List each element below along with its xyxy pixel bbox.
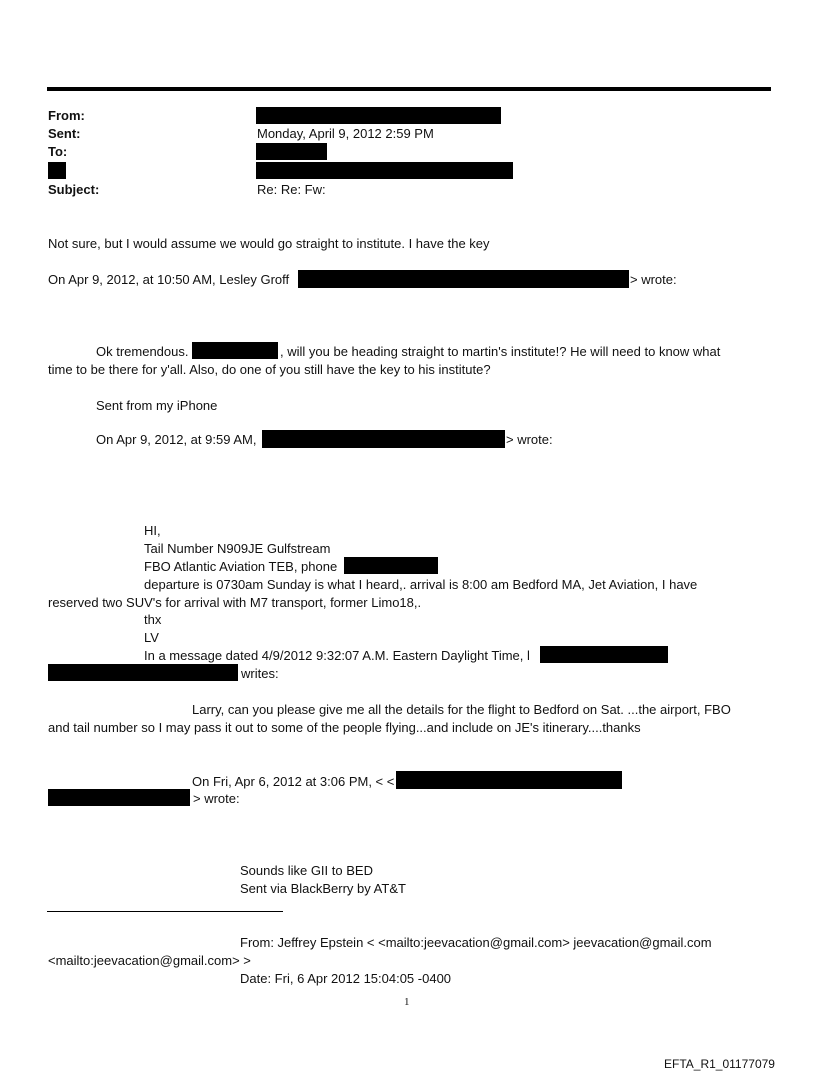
fwd-date: Date: Fri, 6 Apr 2012 15:04:05 -0400 — [240, 971, 452, 986]
redaction-to — [256, 143, 327, 160]
signature-divider — [47, 911, 283, 912]
redaction-cc — [256, 162, 513, 179]
redaction-quote3-email — [396, 771, 622, 789]
fwd-from-cont: <mailto:jeevacation@gmail.com> > — [48, 953, 251, 968]
msg2-tail: Tail Number N909JE Gulfstream — [144, 541, 331, 556]
msg3-line2: and tail number so I may pass it out to some of the people flying...and include on JE's itinerary....thanks — [48, 720, 641, 735]
msg4-line1: Sounds like GII to BED — [240, 863, 373, 878]
redaction-msg1-name — [192, 342, 278, 359]
page-number: 1 — [404, 996, 410, 1008]
msg2-fbo: FBO Atlantic Aviation TEB, phone — [144, 559, 338, 574]
redaction-from — [256, 107, 501, 124]
msg2-dated: In a message dated 4/9/2012 9:32:07 A.M. Eastern Daylight Time, l — [144, 648, 530, 663]
sent-value: Monday, April 9, 2012 2:59 PM — [257, 126, 434, 141]
quote2-suffix: > wrote: — [506, 432, 553, 447]
redaction-quote2-email — [262, 430, 505, 448]
msg2-writes: writes: — [241, 666, 279, 681]
msg1-line2: time to be there for y'all. Also, do one of you still have the key to his institute? — [48, 362, 491, 377]
msg2-lv: LV — [144, 630, 159, 645]
quote3-suffix: > wrote: — [193, 791, 240, 806]
redaction-phone — [344, 557, 438, 574]
quote1-suffix: > wrote: — [630, 272, 677, 287]
reply-text: Not sure, but I would assume we would go straight to institute. I have the key — [48, 236, 490, 251]
quote1-header — [48, 271, 289, 288]
redaction-dated-sender — [540, 646, 668, 663]
redaction-quote1-email — [298, 270, 629, 288]
msg4-line2: Sent via BlackBerry by AT&T — [240, 881, 406, 896]
redaction-writes-sender — [48, 664, 238, 681]
sent-label: Sent: — [48, 126, 81, 141]
msg3-line1: Larry, can you please give me all the details for the flight to Bedford on Sat. ...the airport, FBO — [192, 702, 731, 717]
sent-from-iphone: Sent from my iPhone — [96, 398, 218, 413]
quote3-prefix: On Fri, Apr 6, 2012 at 3:06 PM, < < — [192, 774, 395, 789]
from-label: From: — [48, 108, 85, 123]
quote2-prefix: On Apr 9, 2012, at 9:59 AM, — [96, 432, 257, 447]
msg2-thx: thx — [144, 612, 162, 627]
bates-number: EFTA_R1_01177079 — [664, 1057, 775, 1071]
msg2-reserved: reserved two SUV's for arrival with M7 transport, former Limo18,. — [48, 595, 422, 610]
subject-value: Re: Re: Fw: — [257, 182, 326, 197]
redaction-cc-label — [48, 162, 66, 179]
header-rule — [47, 87, 771, 91]
subject-label: Subject: — [48, 182, 100, 197]
to-label: To: — [48, 144, 68, 159]
quote1-prefix: On Apr 9, 2012, at 10:50 AM, Lesley Groff — [48, 272, 290, 287]
msg1-line1b: , will you be heading straight to martin's institute!? He will need to know what — [280, 344, 721, 359]
redaction-quote3-email2 — [48, 789, 190, 806]
msg1-line1a: Ok tremendous. — [96, 344, 189, 359]
msg2-departure: departure is 0730am Sunday is what I heard,. arrival is 8:00 am Bedford MA, Jet Aviation, I have — [144, 577, 698, 592]
fwd-from: From: Jeffrey Epstein < <mailto:jeevacation@gmail.com> jeevacation@gmail.com — [240, 935, 712, 950]
msg2-hi: HI, — [144, 523, 161, 538]
